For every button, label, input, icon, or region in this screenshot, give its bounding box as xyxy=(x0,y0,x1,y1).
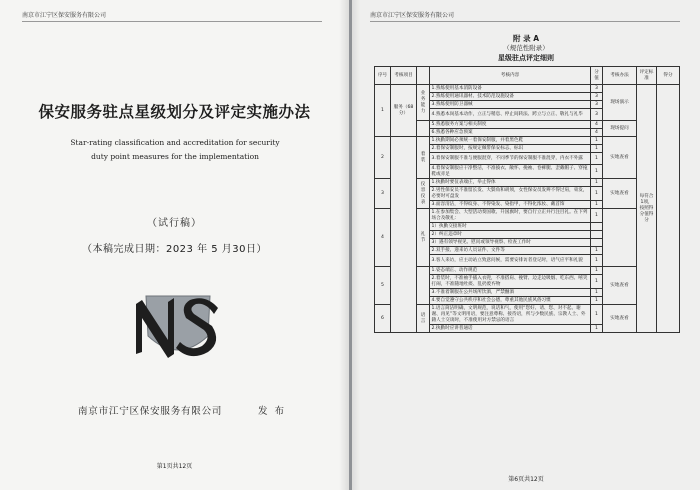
score-cell: 1 xyxy=(591,325,603,333)
score-cell: 1 xyxy=(591,255,603,267)
content-cell: 4.着保安制服应干净整洁，不准披衣、敞怀、挽袖、卷裤腿、歪戴帽子、穿拖鞋或赤足 xyxy=(430,165,591,179)
header-cell xyxy=(417,67,430,85)
score-cell: 1 xyxy=(591,179,603,187)
content-cell: 3.面容清洁，不得纹身、不得染发、染指甲，不得化浓妆、戴首饰 xyxy=(430,201,591,209)
content-cell: 3）遇有领导视见、慰问或领导视察、检查工作时 xyxy=(430,239,591,247)
score-cell: 1 xyxy=(591,275,603,289)
content-cell: 2.双手接、递来访人员证件、文件等 xyxy=(430,247,591,255)
rating-table-container xyxy=(374,66,679,333)
content-cell: 1.语言简洁明确，文明规范，说话和气，使用“您好、请、您、对不起、谢谢、再见”等文明用语，要注意尊称、接待语，所与少数民族、宗教人士、外籍人士交谈时，不准使用对方禁忌的语言 xyxy=(430,305,591,325)
content-cell: 3.熟练使用防卫器械 xyxy=(430,101,591,109)
row-number-cell: 4 xyxy=(375,209,391,267)
sub-item-cell: 仪容仪表 xyxy=(417,179,430,209)
method-cell: 实地查看 xyxy=(603,179,637,209)
criteria-cell: 每符合1项，按照得分值得分 xyxy=(637,85,657,333)
table-row xyxy=(375,85,680,93)
row-number-cell: 5 xyxy=(375,267,391,305)
score-cell xyxy=(591,231,603,239)
completion-date: （本稿完成日期：2023 年 5 月30日） xyxy=(81,244,268,255)
content-cell: 3.着保安制服不准与便服混穿，不同季节的保安制服不准混穿，内衣不外露 xyxy=(430,153,591,165)
score-cell: 1 xyxy=(591,289,603,297)
english-title-line-1: Star-rating classification and accreditation for security xyxy=(70,138,280,147)
page-header: 南京市江宁区保安服务有限公司 xyxy=(370,10,680,22)
content-cell: 2.着装时，不准袖手插入衣兜，不准搭肩、挽臂、边走边吸烟、吃东西、嘻笑打闹，不准随地吐痰、乱扔废弃物 xyxy=(430,275,591,289)
content-cell: 2.着保安制服时，按规定佩带保安标志、标识 xyxy=(430,145,591,153)
header-cell: 序号 xyxy=(375,67,391,85)
header-cell: 得分 xyxy=(657,67,680,85)
page-number: 第1页共12页 xyxy=(156,463,193,470)
content-cell: 1）执勤交接班时 xyxy=(430,223,591,231)
sub-item-cell xyxy=(417,121,430,137)
score-cell: 3 xyxy=(591,101,603,109)
row-number-cell: 6 xyxy=(375,305,391,333)
content-cell: 1.熟练使用基本消防设备 xyxy=(430,85,591,93)
score-cell: 1 xyxy=(591,201,603,209)
company-logo-icon xyxy=(128,286,228,366)
publisher-company: 南京市江宁区保安服务有限公司 xyxy=(78,406,223,417)
score-cell: 1 xyxy=(591,165,603,179)
row-number-cell: 1 xyxy=(375,85,391,137)
header-cell: 评定标准 xyxy=(637,67,657,85)
method-cell: 实地查看 xyxy=(603,137,637,179)
page-fold-shadow xyxy=(352,0,360,490)
rating-table xyxy=(374,66,680,333)
row-number-cell: 2 xyxy=(375,137,391,179)
score-cell: 3 xyxy=(591,93,603,101)
header-cell: 考核项目 xyxy=(391,67,417,85)
score-cell: 1 xyxy=(591,267,603,275)
content-cell: 2.熟练使用通讯器材、技术防范设施设备 xyxy=(430,93,591,101)
content-cell: 1.在参加集会、大型活动奏国歌、升国旗时，要自行立正并行注目礼。在下列场合及敬礼： xyxy=(430,209,591,223)
sub-item-cell: 着装 xyxy=(417,137,430,179)
trial-version-label: （试行稿） xyxy=(147,218,202,229)
content-cell: 3.不准着制服在公共场所饮酒，严禁酗酒 xyxy=(430,289,591,297)
method-cell: 现场演示 xyxy=(603,85,637,121)
content-cell: 4.熟悉本岗基本动作，立正与稍息、停止间转法、跨立与立正、敬礼与礼毕 xyxy=(430,109,591,121)
document-page-appendix xyxy=(352,0,700,490)
content-cell: 1.姿态端正、动作规范 xyxy=(430,267,591,275)
table-row xyxy=(375,305,680,325)
score-cell: 3 xyxy=(591,109,603,121)
score-cell: 1 xyxy=(591,187,603,201)
appendix-title: 附 录 A xyxy=(512,34,540,43)
content-cell: 6.熟悉各种应急预案 xyxy=(430,129,591,137)
content-cell: 2）纠正违章时 xyxy=(430,231,591,239)
table-header-row xyxy=(375,67,680,85)
score-cell xyxy=(591,239,603,247)
page-header: 南京市江宁区保安服务有限公司 xyxy=(22,10,322,22)
sub-item-cell xyxy=(417,267,430,305)
score-cell: 1 xyxy=(591,145,603,153)
score-cell xyxy=(591,223,603,231)
table-row xyxy=(375,209,680,223)
table-row xyxy=(375,121,680,129)
header-cell: 分值 xyxy=(591,67,603,85)
category-cell: 服务（68 分） xyxy=(391,85,417,137)
appendix-subtitle: （规范性附录） xyxy=(503,44,549,52)
method-cell: 实地查看 xyxy=(603,305,637,333)
category-cell xyxy=(391,137,417,333)
score-cell: 1 xyxy=(591,153,603,165)
header-cell: 考核内容 xyxy=(430,67,591,85)
document-title: 保安服务驻点星级划分及评定实施办法 xyxy=(38,103,311,121)
score-cell: 1 xyxy=(591,297,603,305)
score-cell: 1 xyxy=(591,209,603,223)
table-row xyxy=(375,179,680,187)
method-cell xyxy=(603,209,637,267)
score-cell: 1 xyxy=(591,305,603,325)
sub-item-cell: 礼节 xyxy=(417,209,430,267)
english-title-line-2: duty point measures for the implementation xyxy=(91,152,259,161)
table-row xyxy=(375,267,680,275)
publish-label: 发 布 xyxy=(258,406,287,417)
content-cell: 2.男性保安员不准留长发、大鬓角和胡须，女性保安员发辫不得过肩，束发，必要时可盘发 xyxy=(430,187,591,201)
row-number-cell: 3 xyxy=(375,179,391,209)
content-cell: 1.执勤时要仪表端庄，举止得体 xyxy=(430,179,591,187)
content-cell: 2.执勤时应讲普通话 xyxy=(430,325,591,333)
header-cell: 考核办法 xyxy=(603,67,637,85)
points-cell xyxy=(657,85,680,333)
table-row xyxy=(375,137,680,145)
page-fold-shadow xyxy=(339,0,349,490)
score-cell: 1 xyxy=(591,247,603,255)
score-cell: 1 xyxy=(591,137,603,145)
content-cell: 1.执勤期间必须统一着保安制服，并着黑色鞋 xyxy=(430,137,591,145)
method-cell: 现场提问 xyxy=(603,121,637,137)
sub-item-cell: 语言 xyxy=(417,305,430,333)
score-cell: 3 xyxy=(591,85,603,93)
content-cell: 5.熟悉服务方案与相关制度 xyxy=(430,121,591,129)
content-cell: 4.要自觉遵守公共秩序和社会公德，尊重其他民族风俗习惯 xyxy=(430,297,591,305)
score-cell: 4 xyxy=(591,121,603,129)
page-number: 第6页共12页 xyxy=(508,476,544,483)
content-cell: 3.客人来访，应主动站立致意问候，需要安排访者登记时，语气应平和礼貌 xyxy=(430,255,591,267)
sub-item-cell: 业务能力 xyxy=(417,85,430,121)
score-cell: 4 xyxy=(591,129,603,137)
appendix-name: 星级驻点评定细则 xyxy=(498,54,554,62)
method-cell: 实地查看 xyxy=(603,267,637,305)
table-body xyxy=(375,85,680,333)
document-page-cover xyxy=(0,0,349,490)
